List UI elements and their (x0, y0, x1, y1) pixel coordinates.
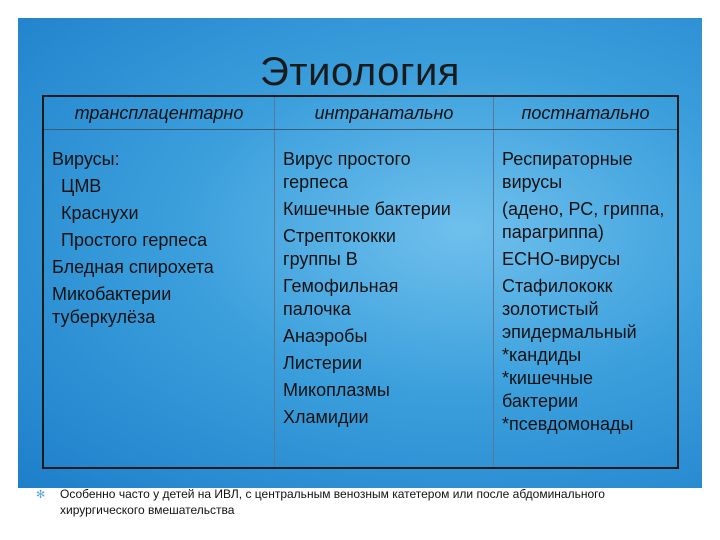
list-item: Анаэробы (283, 326, 368, 346)
list-item: Хламидии (283, 407, 369, 427)
list-item: вирусы (502, 172, 563, 192)
list-item: Вирус простого (283, 149, 411, 169)
list-item: Листерии (283, 353, 363, 373)
list-item: Стафилококк (502, 276, 613, 296)
list-item: Микобактерии (52, 284, 172, 304)
footnote-text: Особенно часто у детей на ИВЛ, с центральным венозным катетером или после абдоминального хирургического вмешательства (60, 487, 605, 517)
etiology-table (42, 95, 679, 469)
list-item: эпидермальный (502, 322, 637, 342)
list-item: Вирусы: (52, 149, 120, 169)
list-item: золотистый (502, 299, 599, 319)
snowflake-bullet-icon: ✻ (36, 489, 46, 501)
list-item: группы В (283, 249, 358, 269)
list-item: Стрептококки (283, 226, 396, 246)
list-item: *кишечные (502, 368, 594, 388)
list-item: Бледная спирохета (52, 257, 214, 277)
list-item: ЦМВ (61, 176, 102, 196)
column-header-transplacental: трансплацентарно (43, 96, 275, 130)
table-header-row (43, 96, 678, 130)
column-header-intranatal: интранатально (275, 96, 494, 130)
table-row (43, 130, 678, 469)
list-item: ECHO-вирусы (502, 249, 621, 269)
list-item: герпеса (283, 172, 348, 192)
list-item: Респираторные (502, 149, 633, 169)
column-header-postnatal: постнатально (494, 96, 679, 130)
slide-title: Этиология (260, 50, 460, 94)
list-item: бактерии (502, 391, 579, 411)
cell-intranatal (275, 130, 494, 469)
cell-transplacental (43, 130, 275, 469)
list-item: Кишечные бактерии (283, 199, 451, 219)
list-item: Микоплазмы (283, 380, 390, 400)
list-item: Краснухи (61, 203, 139, 223)
list-item: Простого герпеса (61, 230, 208, 250)
list-item: *псевдомонады (502, 414, 634, 434)
list-item: туберкулёза (52, 307, 156, 327)
list-item: (адено, РС, гриппа, (502, 199, 665, 219)
list-item: парагриппа) (502, 222, 604, 242)
cell-postnatal (494, 130, 679, 469)
list-item: Гемофильная (283, 276, 399, 296)
list-item: палочка (283, 299, 351, 319)
list-item: *кандиды (502, 345, 582, 365)
